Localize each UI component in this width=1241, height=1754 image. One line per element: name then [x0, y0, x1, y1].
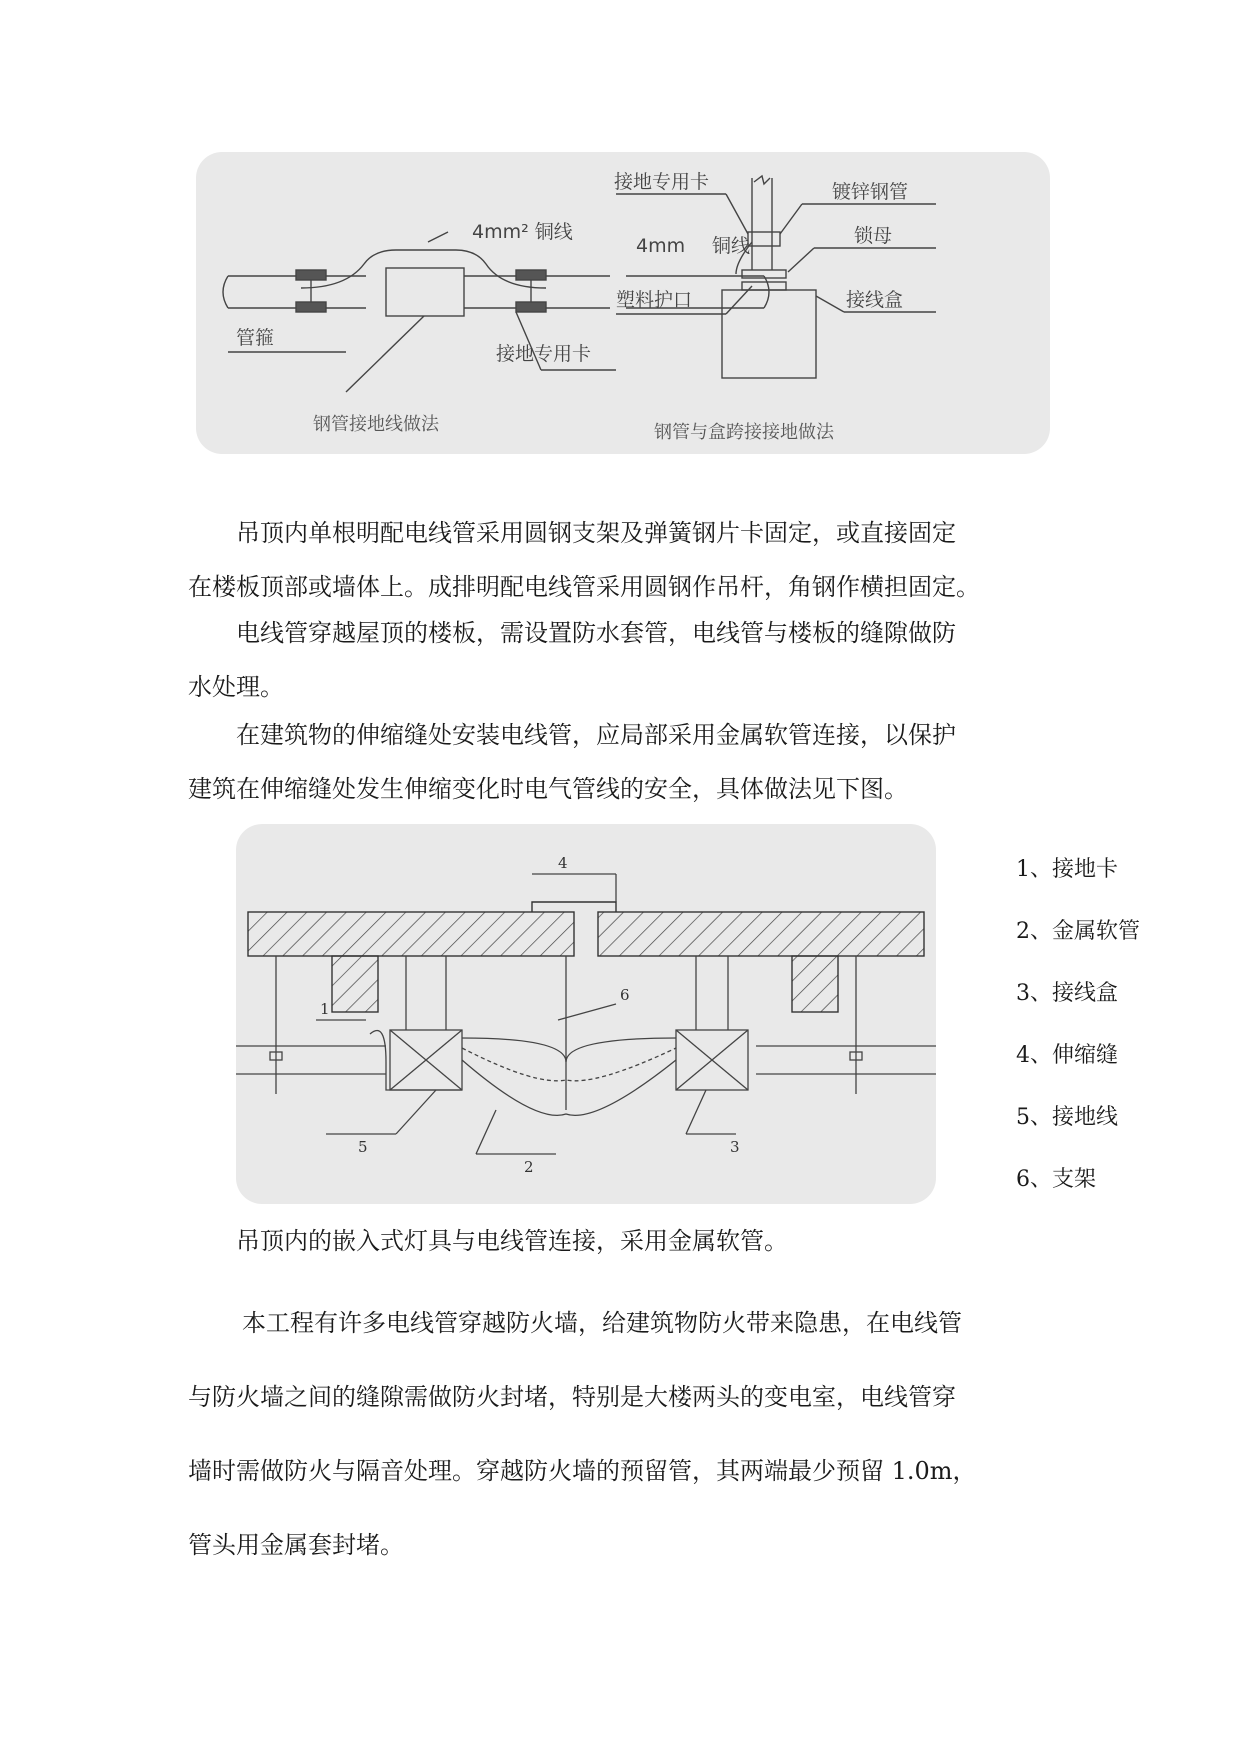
- text-line: 管头用金属套封堵。: [188, 1531, 404, 1559]
- callout-6: 6: [620, 986, 630, 1004]
- legend-item: 5、接地线: [1016, 1105, 1118, 1130]
- caption-steel-pipe: 钢管接地线做法: [313, 414, 439, 435]
- caption-pipe-box: 钢管与盒跨接接地做法: [654, 422, 834, 443]
- ground-card-label: 接地专用卡: [496, 343, 592, 365]
- legend-item: 2、金属软管: [1016, 919, 1140, 944]
- slab-drawing: [248, 902, 924, 1012]
- text-line: 墙时需做防火与隔音处理。穿越防火墙的预留管，其两端最少预留 1.0m，: [188, 1457, 977, 1485]
- text-line: 在建筑物的伸缩缝处安装电线管，应局部采用金属软管连接，以保护: [236, 721, 956, 749]
- bushing-label: 塑料护口: [616, 289, 693, 311]
- expansion-joint-diagram: [236, 824, 936, 1204]
- galvanized-pipe-label: 镀锌钢管: [832, 181, 909, 203]
- figure-legend: [1016, 852, 1140, 1224]
- paragraph-expansion-joint: [188, 708, 1048, 816]
- paragraph-roof-penetration: [188, 606, 1048, 714]
- legend-item: 1、接地卡: [1016, 857, 1118, 882]
- text-line: 在楼板顶部或墙体上。成排明配电线管采用圆钢作吊杆，角钢作横担固定。: [188, 573, 980, 601]
- wire-size-label: 4mm: [636, 235, 686, 257]
- callout-5: 5: [358, 1138, 368, 1156]
- text-line: 建筑在伸缩缝处发生伸缩变化时电气管线的安全，具体做法见下图。: [188, 775, 908, 803]
- text-line: 电线管穿越屋顶的楼板，需设置防水套管，电线管与楼板的缝隙做防: [236, 619, 956, 647]
- figure-grounding-methods: [196, 152, 1050, 454]
- junction-box-label: 接线盒: [846, 289, 904, 311]
- paragraph-firewall: [188, 1286, 1048, 1582]
- steel-pipe-drawing: [223, 232, 769, 392]
- legend-item: 6、支架: [1016, 1167, 1096, 1192]
- grounding-diagram: [196, 152, 1050, 454]
- text-line: 本工程有许多电线管穿越防火墙，给建筑物防火带来隐患，在电线管: [242, 1309, 962, 1337]
- callout-4: 4: [558, 854, 568, 872]
- pipe-box-drawing: [616, 176, 936, 378]
- clamp-label: 管箍: [236, 327, 275, 349]
- copper-wire-label: 铜线: [712, 235, 751, 257]
- callout-2: 2: [524, 1158, 534, 1176]
- text-line: 水处理。: [188, 673, 284, 701]
- callout-1: 1: [320, 1000, 330, 1018]
- text-line: 吊顶内的嵌入式灯具与电线管连接，采用金属软管。: [236, 1227, 788, 1255]
- locknut-label: 锁母: [854, 225, 893, 247]
- legend-item: 3、接线盒: [1016, 981, 1118, 1006]
- figure-expansion-joint: [236, 824, 936, 1204]
- paragraph-recessed-lights: [188, 1214, 1048, 1268]
- text-line: 吊顶内单根明配电线管采用圆钢支架及弹簧钢片卡固定，或直接固定: [236, 519, 956, 547]
- paragraph-ceiling-conduit: [188, 506, 1048, 614]
- right-ground-card-label: 接地专用卡: [614, 171, 710, 193]
- legend-item: 4、伸缩缝: [1016, 1043, 1118, 1068]
- callout-3: 3: [730, 1138, 740, 1156]
- wire-label: 4mm² 铜线: [472, 221, 573, 243]
- text-line: 与防火墙之间的缝隙需做防火封堵，特别是大楼两头的变电室，电线管穿: [188, 1383, 956, 1411]
